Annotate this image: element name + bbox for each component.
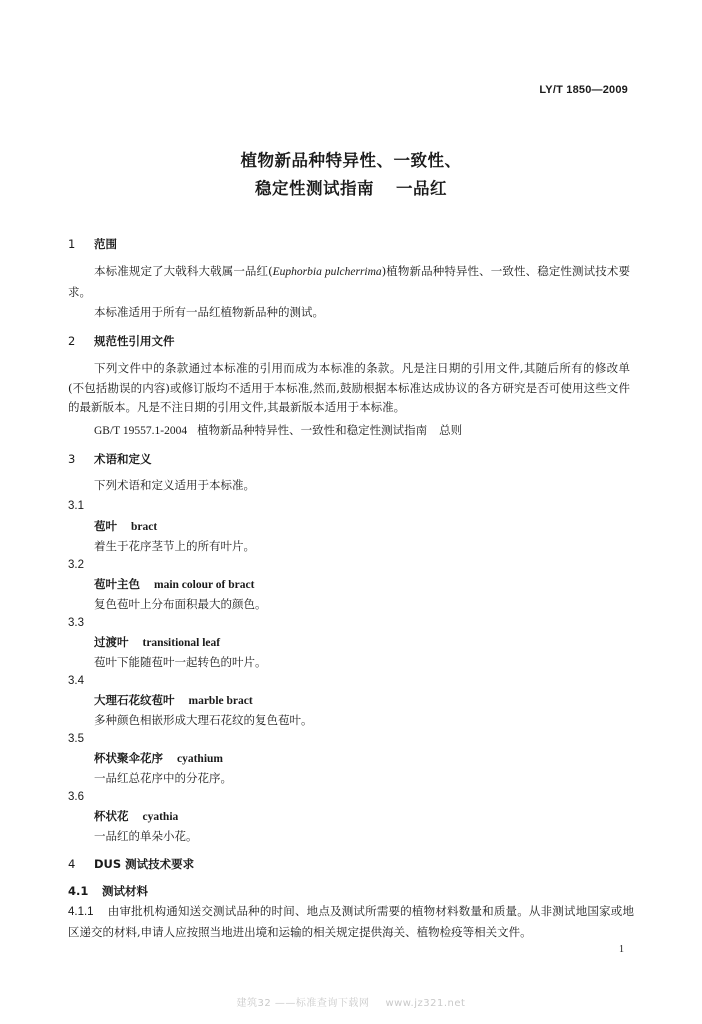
section-title: DUS 测试技术要求 xyxy=(94,857,195,871)
term-en: transitional leaf xyxy=(142,637,221,649)
text-run: 本标准规定了大戟科大戟属一品红( xyxy=(94,264,273,278)
subsection-number: 4.1 xyxy=(68,884,89,898)
clause-text: 由审批机构通知送交测试品种的时间、地点及测试所需要的植物材料数量和质量。从非测试地国家或地区递交的材料,申请人应按照当地进出境和运输的相关规定提供海关、植物检疫等相关文件。 xyxy=(68,904,634,939)
standard-code: LY/T 1850—2009 xyxy=(539,84,628,96)
term-zh: 过渡叶 xyxy=(94,635,129,649)
term-heading xyxy=(94,634,220,651)
section-number: 4 xyxy=(68,857,76,871)
term-number: 3.5 xyxy=(68,733,84,745)
section-title: 术语和定义 xyxy=(94,452,152,466)
section-2-paragraph-1: 下列文件中的条款通过本标准的引用而成为本标准的条款。凡是注日期的引用文件,其随后所有的修改单(不包括勘误的内容)或修订版均不适用于本标准,然而,鼓励根据本标准达成协议的各方研究是否可使用这些文件的最新版本。凡是不注日期的引用文件,其最新版本适用于本标准。 xyxy=(68,361,630,414)
section-title: 范围 xyxy=(94,237,117,251)
term-heading xyxy=(94,692,253,709)
clause-4-1-1 xyxy=(68,902,634,942)
term-heading xyxy=(94,518,157,535)
term-en: marble bract xyxy=(188,695,253,707)
section-1-paragraph-2: 本标准适用于所有一品红植物新品种的测试。 xyxy=(94,305,324,319)
term-heading xyxy=(94,808,178,825)
reference-code: GB/T 19557.1-2004 xyxy=(94,425,188,437)
watermark xyxy=(0,994,702,1009)
term-zh: 苞叶 xyxy=(94,519,117,533)
term-definition: 一品红总花序中的分花序。 xyxy=(94,771,232,785)
section-number: 1 xyxy=(68,237,76,251)
term-zh: 杯状花 xyxy=(94,809,129,823)
normative-reference xyxy=(94,422,462,439)
term-definition: 复色苞叶上分布面积最大的颜色。 xyxy=(94,597,267,611)
section-3-heading xyxy=(68,451,152,467)
term-number: 3.3 xyxy=(68,617,84,629)
clause-number: 4.1.1 xyxy=(68,906,94,918)
term-definition: 多种颜色相嵌形成大理石花纹的复色苞叶。 xyxy=(94,713,313,727)
page-number: 1 xyxy=(619,944,624,955)
section-title: 规范性引用文件 xyxy=(94,334,175,348)
subsection-title: 测试材料 xyxy=(102,884,148,898)
text-run: )植物新品种特异性、一致性、稳定性测试技术要求。 xyxy=(68,264,630,299)
title-line-1: 植物新品种特异性、一致性、 xyxy=(240,151,462,170)
term-heading xyxy=(94,576,254,593)
section-1-heading xyxy=(68,236,117,252)
term-heading xyxy=(94,750,223,767)
term-definition: 着生于花序茎节上的所有叶片。 xyxy=(94,539,255,553)
section-4-1-heading xyxy=(68,883,148,899)
section-4-heading xyxy=(68,856,194,872)
term-number: 3.4 xyxy=(68,675,84,687)
title-line-2-subject: 一品红 xyxy=(396,179,447,198)
section-number: 2 xyxy=(68,334,76,348)
section-3-intro: 下列术语和定义适用于本标准。 xyxy=(94,478,255,492)
term-number: 3.2 xyxy=(68,559,84,571)
section-number: 3 xyxy=(68,452,76,466)
title-line-2 xyxy=(0,175,702,199)
term-number: 3.1 xyxy=(68,500,84,512)
term-zh: 苞叶主色 xyxy=(94,577,140,591)
reference-title: 植物新品种特异性、一致性和稳定性测试指南 xyxy=(197,423,428,437)
term-definition: 一品红的单朵小花。 xyxy=(94,829,198,843)
term-zh: 大理石花纹苞叶 xyxy=(94,693,175,707)
section-1-paragraph-1 xyxy=(68,262,630,302)
latin-name: Euphorbia pulcherrima xyxy=(272,266,382,278)
section-2-heading xyxy=(68,333,175,349)
term-en: cyathium xyxy=(177,753,223,765)
term-definition: 苞叶下能随苞叶一起转色的叶片。 xyxy=(94,655,267,669)
term-zh: 杯状聚伞花序 xyxy=(94,751,163,765)
term-en: bract xyxy=(131,521,158,533)
watermark-url: www.jz321.net xyxy=(385,998,466,1009)
title-line-2-main: 稳定性测试指南 xyxy=(255,179,374,198)
term-en: main colour of bract xyxy=(154,579,255,591)
term-en: cyathia xyxy=(142,811,179,823)
watermark-site: 建筑32 ——标准查询下载网 xyxy=(236,998,370,1009)
reference-part: 总则 xyxy=(439,423,463,437)
term-number: 3.6 xyxy=(68,791,84,803)
